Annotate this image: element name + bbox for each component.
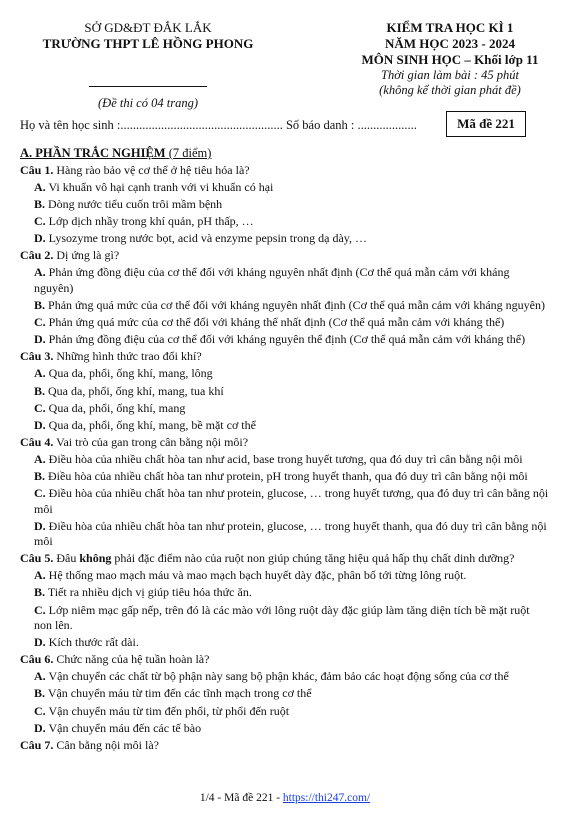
option-text: Phản ứng đồng điệu của cơ thể đối với kháng nguyên nhất định (Cơ thể quá mẫn cảm với kháng nguyên): [34, 265, 510, 295]
question-number: Câu 3.: [20, 349, 54, 364]
divider: [89, 86, 207, 87]
option-letter: D.: [34, 332, 46, 347]
option-letter: A.: [34, 669, 46, 684]
option-text: Lớp niêm mạc gấp nếp, trên đó là các mào với lông ruột dày đặc giúp làm tăng diện tích bề mặt ruột non lên.: [34, 602, 530, 632]
question-1: [20, 163, 550, 247]
question-stem: Câu 5. Đâu không phải đặc điểm nào của ruột non giúp chúng tăng hiệu quả hấp thụ chất dinh dưỡng?: [20, 551, 515, 566]
option-text: Vận chuyển các chất từ bộ phận này sang bộ phận khác, đảm bảo các hoạt động sống của cơ thể: [48, 669, 509, 684]
answer-option: [20, 452, 550, 467]
question-text: Vai trò của gan trong cân bằng nội môi?: [56, 434, 249, 449]
option-letter: D.: [34, 417, 46, 432]
option-letter: A.: [34, 179, 46, 194]
answer-option: [20, 384, 550, 399]
option-letter: B.: [34, 585, 46, 600]
option-letter: D.: [34, 231, 46, 246]
option-letter: A.: [34, 265, 46, 280]
question-3: [20, 349, 550, 433]
question-7: [20, 738, 550, 753]
emphasis: không: [79, 551, 112, 566]
option-text: Điều hòa của nhiều chất hòa tan như acid, base trong huyết tương, qua đó duy trì cân bằng nội môi: [48, 452, 523, 466]
question-2: [20, 248, 550, 347]
answer-option: [20, 635, 550, 650]
option-letter: D.: [34, 635, 46, 650]
answer-option: [20, 603, 550, 634]
page-count-note: (Đề thi có 04 trang): [98, 96, 198, 110]
option-text: Vận chuyển máu đến các tế bào: [48, 720, 202, 735]
answer-option: [20, 231, 550, 246]
option-text: Điều hòa của nhiều chất hòa tan như protein, glucose, … trong huyết tương, qua đó duy trì cân bằng nội môi: [34, 486, 549, 516]
page-footer: [0, 792, 570, 804]
answer-option: [20, 721, 550, 736]
answer-option: [20, 669, 550, 684]
student-name-field: Họ và tên học sinh :....................................................: [20, 118, 283, 132]
question-text: Những hình thức trao đổi khí?: [56, 349, 202, 364]
question-text: Chức năng của hệ tuần hoàn là?: [56, 651, 210, 666]
option-text: Phản ứng quá mức của cơ thể đối với kháng thể nhất định (Cơ thể quá mẫn cảm với kháng thể): [48, 315, 505, 330]
school-year: NĂM HỌC 2023 - 2024: [385, 36, 515, 51]
section-title: A. PHẦN TRẮC NGHIỆM (7 điểm): [20, 146, 212, 160]
answer-option: [20, 486, 550, 517]
header-left: [20, 20, 276, 111]
answer-option: [20, 704, 550, 719]
question-stem: [20, 349, 550, 364]
question-text: Hàng rào bảo vệ cơ thể ở hệ tiêu hóa là?: [56, 162, 250, 177]
option-letter: C.: [34, 400, 46, 415]
option-text: Kích thước rất dài.: [48, 635, 139, 650]
question-stem: [20, 652, 550, 667]
option-text: Phản ứng quá mức của cơ thể đối với kháng nguyên nhất định (Cơ thể quá mẫn cảm với kháng nguyên): [48, 297, 545, 312]
question-list: [20, 163, 550, 753]
option-letter: C.: [34, 486, 46, 501]
duration: Thời gian làm bài : 45 phút: [381, 68, 519, 82]
answer-option: [20, 686, 550, 701]
question-number: Câu 1.: [20, 162, 54, 177]
option-letter: B.: [34, 196, 46, 211]
option-text: Vi khuẩn vô hại cạnh tranh với vi khuẩn có hại: [48, 179, 274, 194]
question-number: Câu 4.: [20, 434, 54, 449]
exam-code-box: Mã đề 221: [446, 111, 526, 137]
student-info-line: [20, 118, 417, 133]
answer-option: [20, 214, 550, 229]
option-letter: B.: [34, 686, 46, 701]
section-points: (7 điểm): [168, 146, 212, 160]
option-text: Điều hòa của nhiều chất hòa tan như protein, pH trong huyết thanh, qua đó duy trì cân bằng nội môi: [48, 469, 528, 484]
option-letter: C.: [34, 214, 46, 229]
option-text: Hệ thống mao mạch máu và mao mạch bạch huyết dày đặc, phân bố tới từng lông ruột.: [48, 568, 467, 583]
option-letter: C.: [34, 315, 46, 330]
header-right: [338, 20, 562, 98]
option-text: Phản ứng đồng điệu của cơ thể đối với kháng nguyên thể định (Cơ thể quá mẫn cảm với kháng thể): [48, 332, 526, 347]
option-letter: A.: [34, 452, 46, 466]
answer-option: [20, 401, 550, 416]
question-number: Câu 7.: [20, 737, 54, 752]
option-letter: C.: [34, 602, 46, 617]
option-text: Vận chuyển máu từ tim đến các tĩnh mạch trong cơ thể: [47, 686, 312, 701]
question-5: [20, 551, 550, 650]
question-stem: [20, 435, 550, 450]
exam-title: KIỂM TRA HỌC KÌ 1: [386, 20, 514, 35]
answer-option: [20, 568, 550, 583]
option-letter: A.: [34, 366, 46, 381]
footer-link[interactable]: https://thi247.com/: [282, 792, 371, 804]
footer-page: 1/4 - Mã đề 221 -: [199, 792, 283, 804]
answer-option: [20, 585, 550, 600]
answer-option: [20, 180, 550, 195]
option-letter: D.: [34, 720, 46, 735]
option-letter: A.: [34, 568, 46, 583]
answer-option: [20, 366, 550, 381]
option-text: Tiết ra nhiều dịch vị giúp tiêu hóa thức ăn.: [47, 585, 252, 600]
option-text: Qua da, phổi, ống khí, mang, bề mặt cơ thể: [48, 417, 256, 432]
answer-option: [20, 315, 550, 330]
option-letter: D.: [34, 518, 46, 533]
option-text: Lớp dịch nhầy trong khí quản, pH thấp, …: [48, 214, 254, 229]
question-number: Câu 6.: [20, 651, 54, 666]
option-text: Qua da, phổi, ống khí, mang: [48, 400, 186, 415]
question-4: [20, 435, 550, 550]
question-6: [20, 652, 550, 736]
answer-option: [20, 469, 550, 484]
option-text: Qua da, phổi, ống khí, mang, tua khí: [48, 383, 224, 398]
duration-note: (không kể thời gian phát đề): [379, 83, 521, 97]
option-letter: B.: [34, 383, 46, 398]
answer-option: [20, 265, 550, 296]
option-text: Qua da, phổi, ống khí, mang, lông: [48, 366, 213, 381]
school-name: TRƯỜNG THPT LÊ HỒNG PHONG: [42, 36, 254, 51]
question-stem: [20, 248, 550, 263]
answer-option: [20, 519, 550, 550]
question-text: Cân bằng nội môi là?: [56, 737, 159, 752]
question-stem: [20, 163, 550, 178]
question-number: Câu 2.: [20, 248, 54, 263]
answer-option: [20, 332, 550, 347]
answer-option: [20, 298, 550, 313]
option-letter: B.: [34, 297, 46, 312]
option-letter: C.: [34, 703, 46, 718]
option-text: Dòng nước tiểu cuốn trôi mầm bệnh: [48, 196, 223, 211]
answer-option: [20, 197, 550, 212]
exam-content: [20, 146, 550, 753]
option-text: Lysozyme trong nước bọt, acid và enzyme pepsin trong dạ dày, …: [48, 231, 367, 246]
answer-option: [20, 418, 550, 433]
option-letter: B.: [34, 469, 46, 484]
question-text: Dị ứng là gì?: [56, 248, 120, 263]
question-number: Câu 5.: [20, 551, 54, 566]
student-id-field: Số báo danh : ...................: [285, 118, 417, 132]
question-stem: [20, 738, 550, 753]
department-name: SỞ GD&ĐT ĐẮK LẮK: [84, 20, 212, 35]
option-text: Điều hòa của nhiều chất hòa tan như protein, glucose, … trong huyết thanh, qua đó duy trì cân bằng nội môi: [34, 518, 547, 549]
option-text: Vận chuyển máu từ tim đến phổi, từ phổi đến ruột: [48, 703, 290, 718]
subject: MÔN SINH HỌC – Khối lớp 11: [361, 52, 539, 67]
